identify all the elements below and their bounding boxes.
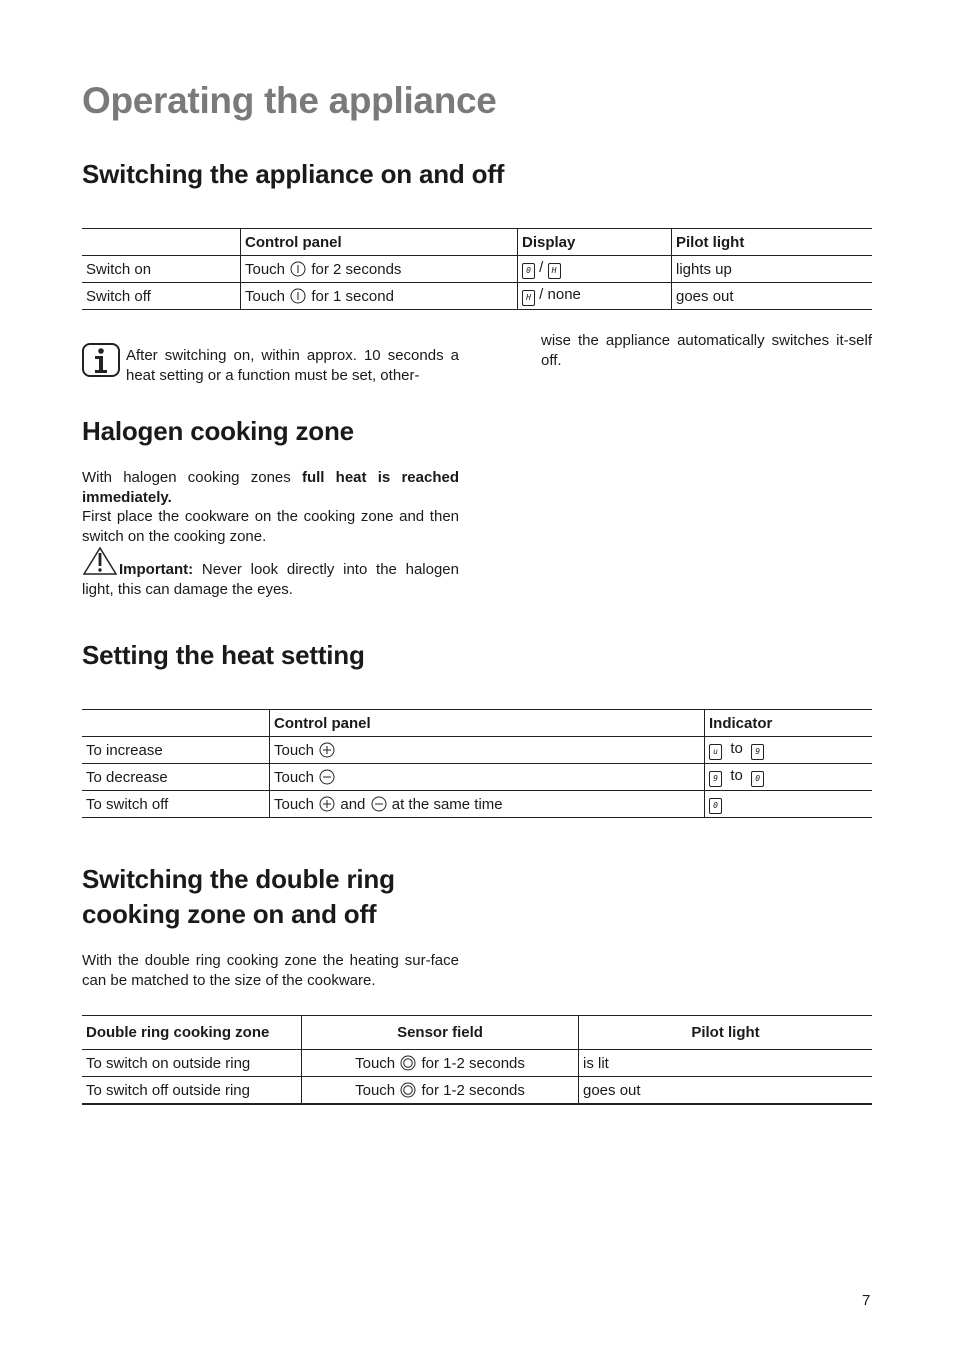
minus-icon [319,769,335,785]
page-number: 7 [862,1292,871,1309]
minus-icon [371,796,387,812]
pilot-cell: goes out [672,283,873,310]
to-text: to [730,767,743,784]
display-digit-icon: H [522,290,535,306]
table-row [82,1077,872,1105]
display-digit-icon: 0 [522,263,535,279]
touch-text: Touch [274,768,315,786]
table-header: Pilot light [579,1016,873,1050]
row-label: To switch off outside ring [82,1077,302,1105]
table-header: Control panel [270,710,705,737]
double-ring-text: With the double ring cooking zone the heating sur-face can be matched to the size of the cookware. [82,952,459,989]
on-off-table [82,228,872,310]
indicator-digit-icon: u [709,744,722,760]
touch-text: Touch [274,795,315,813]
duration-text: for 1 second [311,287,394,305]
indicator-cell [705,737,873,764]
to-text: to [730,740,743,757]
row-label: To switch on outside ring [82,1050,302,1077]
double-ring-icon [400,1055,416,1071]
table-header-row [82,1016,872,1050]
indicator-cell [705,764,873,791]
row-label: To decrease [82,764,270,791]
table-header: Display [518,229,672,256]
table-header: Double ring cooking zone [86,1024,270,1041]
indicator-digit-icon: 9 [751,744,764,760]
display-cell [518,283,672,310]
section-heading-on-off: Switching the appliance on and off [82,159,505,189]
indicator-cell [705,791,873,818]
section-heading-heat: Setting the heat setting [82,640,365,670]
halogen-paragraph-2: First place the cookware on the cooking zone and then switch on the cooking zone. [82,508,459,545]
control-cell [270,737,705,764]
page-title: Operating the appliance [82,80,497,121]
table-header [82,710,270,737]
pilot-cell: lights up [672,256,873,283]
table-header: Sensor field [302,1016,579,1050]
indicator-digit-icon: 0 [709,798,722,814]
duration-text: for 1-2 seconds [421,1081,525,1099]
control-cell [241,283,518,310]
display-cell [518,256,672,283]
table-header [82,229,241,256]
table-header: Pilot light [672,229,873,256]
table-row [82,283,872,310]
double-ring-icon [400,1082,416,1098]
section-heading-halogen: Halogen cooking zone [82,416,354,446]
info-icon [82,343,120,377]
touch-text: Touch [274,741,315,759]
control-cell [241,256,518,283]
power-icon [290,261,306,277]
plus-icon [319,796,335,812]
row-label: Switch on [82,256,241,283]
section-heading-double-ring: Switching the double ring cooking zone on and off [82,864,395,929]
plus-icon [319,742,335,758]
table-header: Indicator [705,710,873,737]
table-header-row [82,229,872,256]
duration-text: for 2 seconds [311,260,402,278]
touch-text: Touch [245,260,286,278]
indicator-digit-icon: 0 [751,771,764,787]
warning-text: Important: Never look directly into the halogen light, this can damage the eyes. [82,561,459,598]
touch-text: Touch [355,1054,396,1072]
duration-text: for 1-2 seconds [421,1054,525,1072]
table-header-row [82,710,872,737]
indicator-digit-icon: 9 [709,771,722,787]
suffix-text: at the same time [391,795,503,813]
control-cell [270,791,705,818]
heat-setting-table [82,709,872,818]
table-row [82,256,872,283]
table-header: Control panel [241,229,518,256]
halogen-text [82,468,459,546]
row-label: Switch off [82,283,241,310]
control-cell [270,764,705,791]
sensor-cell [302,1077,579,1105]
row-label: To increase [82,737,270,764]
touch-text: Touch [355,1081,396,1099]
and-text: and [340,795,366,813]
double-ring-table [82,1015,872,1105]
separator-text: / [539,259,544,276]
pilot-cell: goes out [579,1077,873,1105]
touch-text: Touch [245,287,286,305]
pilot-cell: is lit [579,1050,873,1077]
table-row [82,791,872,818]
table-row [82,764,872,791]
display-digit-icon: H [548,263,561,279]
halogen-paragraph-1: With halogen cooking zones full heat is reached immediately. [82,469,459,506]
power-icon [290,288,306,304]
table-row [82,1050,872,1077]
info-note-right: wise the appliance automatically switches it-self off. [541,332,872,369]
separator-text: / none [539,286,581,303]
row-label: To switch off [82,791,270,818]
info-note-left: After switching on, within approx. 10 seconds a heat setting or a function must be set, other- [126,347,459,384]
table-row [82,737,872,764]
sensor-cell [302,1050,579,1077]
